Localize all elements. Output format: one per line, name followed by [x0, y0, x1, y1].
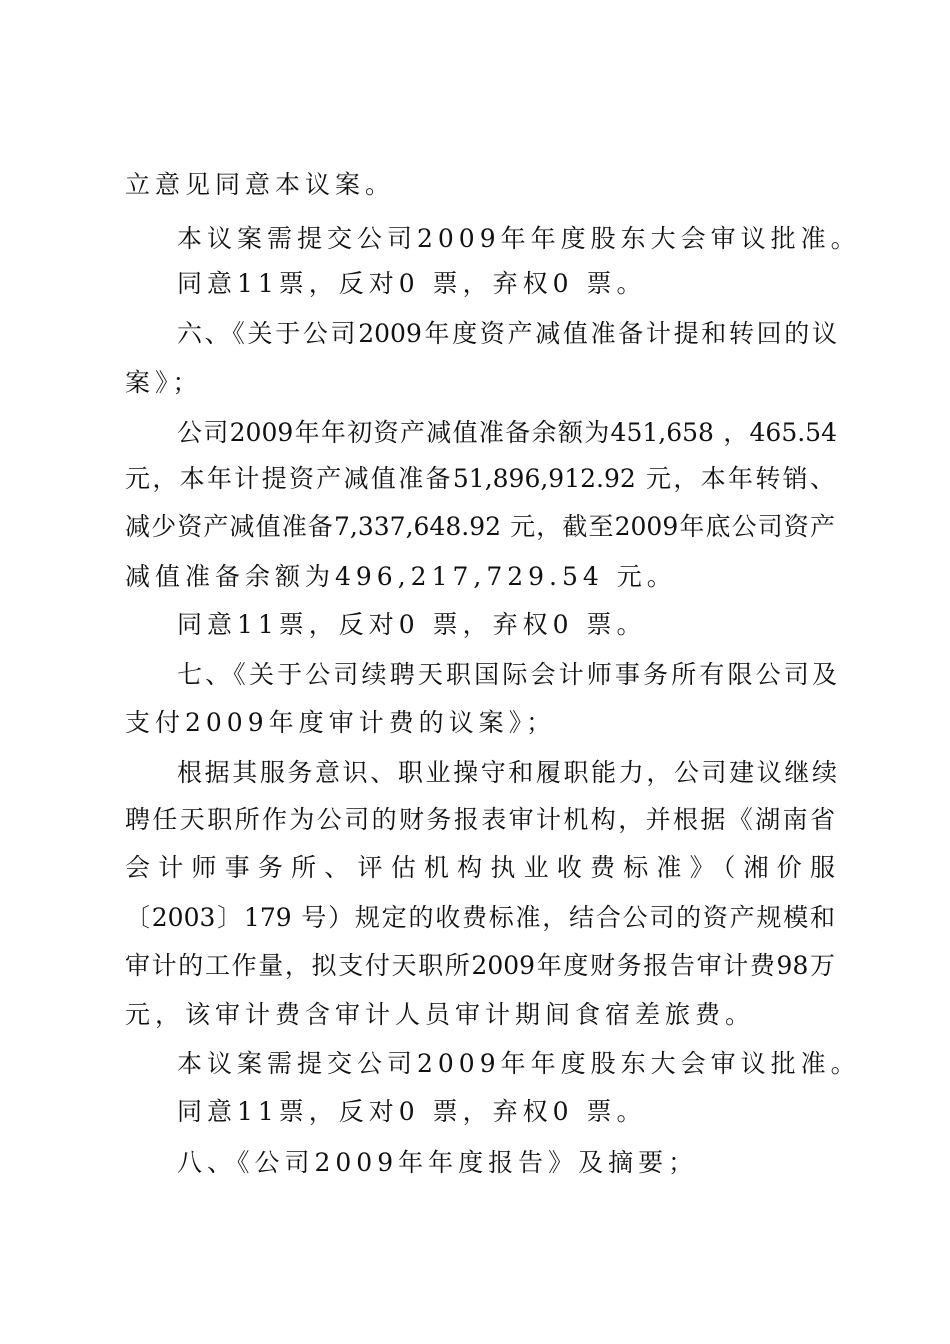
text-line: 元，该审计费含审计人员审计期间食宿差旅费。 [125, 1000, 756, 1029]
text-line: 〔2003〕179 号）规定的收费标准，结合公司的资产规模和 [125, 903, 835, 932]
text-line: 公司2009年年初资产减值准备余额为451,658 ，465.54 [177, 418, 837, 447]
text-line: 根据其服务意识、职业操守和履职能力，公司建议继续 [177, 758, 837, 787]
text-line: 支付2009年度审计费的议案》； [125, 708, 557, 737]
text-line: 减少资产减值准备7,337,648.92 元，截至2009年底公司资产 [125, 512, 835, 541]
text-line: 审计的工作量，拟支付天职所2009年度财务报告审计费98万 [125, 951, 835, 980]
text-line: 同意11票，反对0 票，弃权0 票。 [177, 1097, 647, 1126]
text-line: 聘任天职所作为公司的财务报表审计机构，并根据《湖南省 [125, 805, 835, 834]
text-line: 立意见同意本议案。 [125, 170, 396, 199]
text-line: 七、《关于公司续聘天职国际会计师事务所有限公司及 [177, 660, 837, 689]
text-line: 同意11票，反对0 票，弃权0 票。 [177, 269, 647, 298]
text-line: 同意11票，反对0 票，弃权0 票。 [177, 610, 647, 639]
text-line: 元，本年计提资产减值准备51,896,912.92 元，本年转销、 [125, 464, 835, 493]
text-line: 八、《公司2009年年度报告》及摘要； [177, 1148, 699, 1177]
text-line: 六、《关于公司2009年度资产减值准备计提和转回的议 [177, 319, 837, 348]
text-line: 减值准备余额为496,217,729.54 元。 [125, 562, 677, 591]
text-line: 本议案需提交公司2009年年度股东大会审议批准。 [177, 224, 861, 253]
text-line: 案》； [125, 368, 203, 397]
text-line: 本议案需提交公司2009年年度股东大会审议批准。 [177, 1049, 861, 1078]
text-line: 会计师事务所、评估机构执业收费标准》（湘价服 [125, 853, 835, 882]
